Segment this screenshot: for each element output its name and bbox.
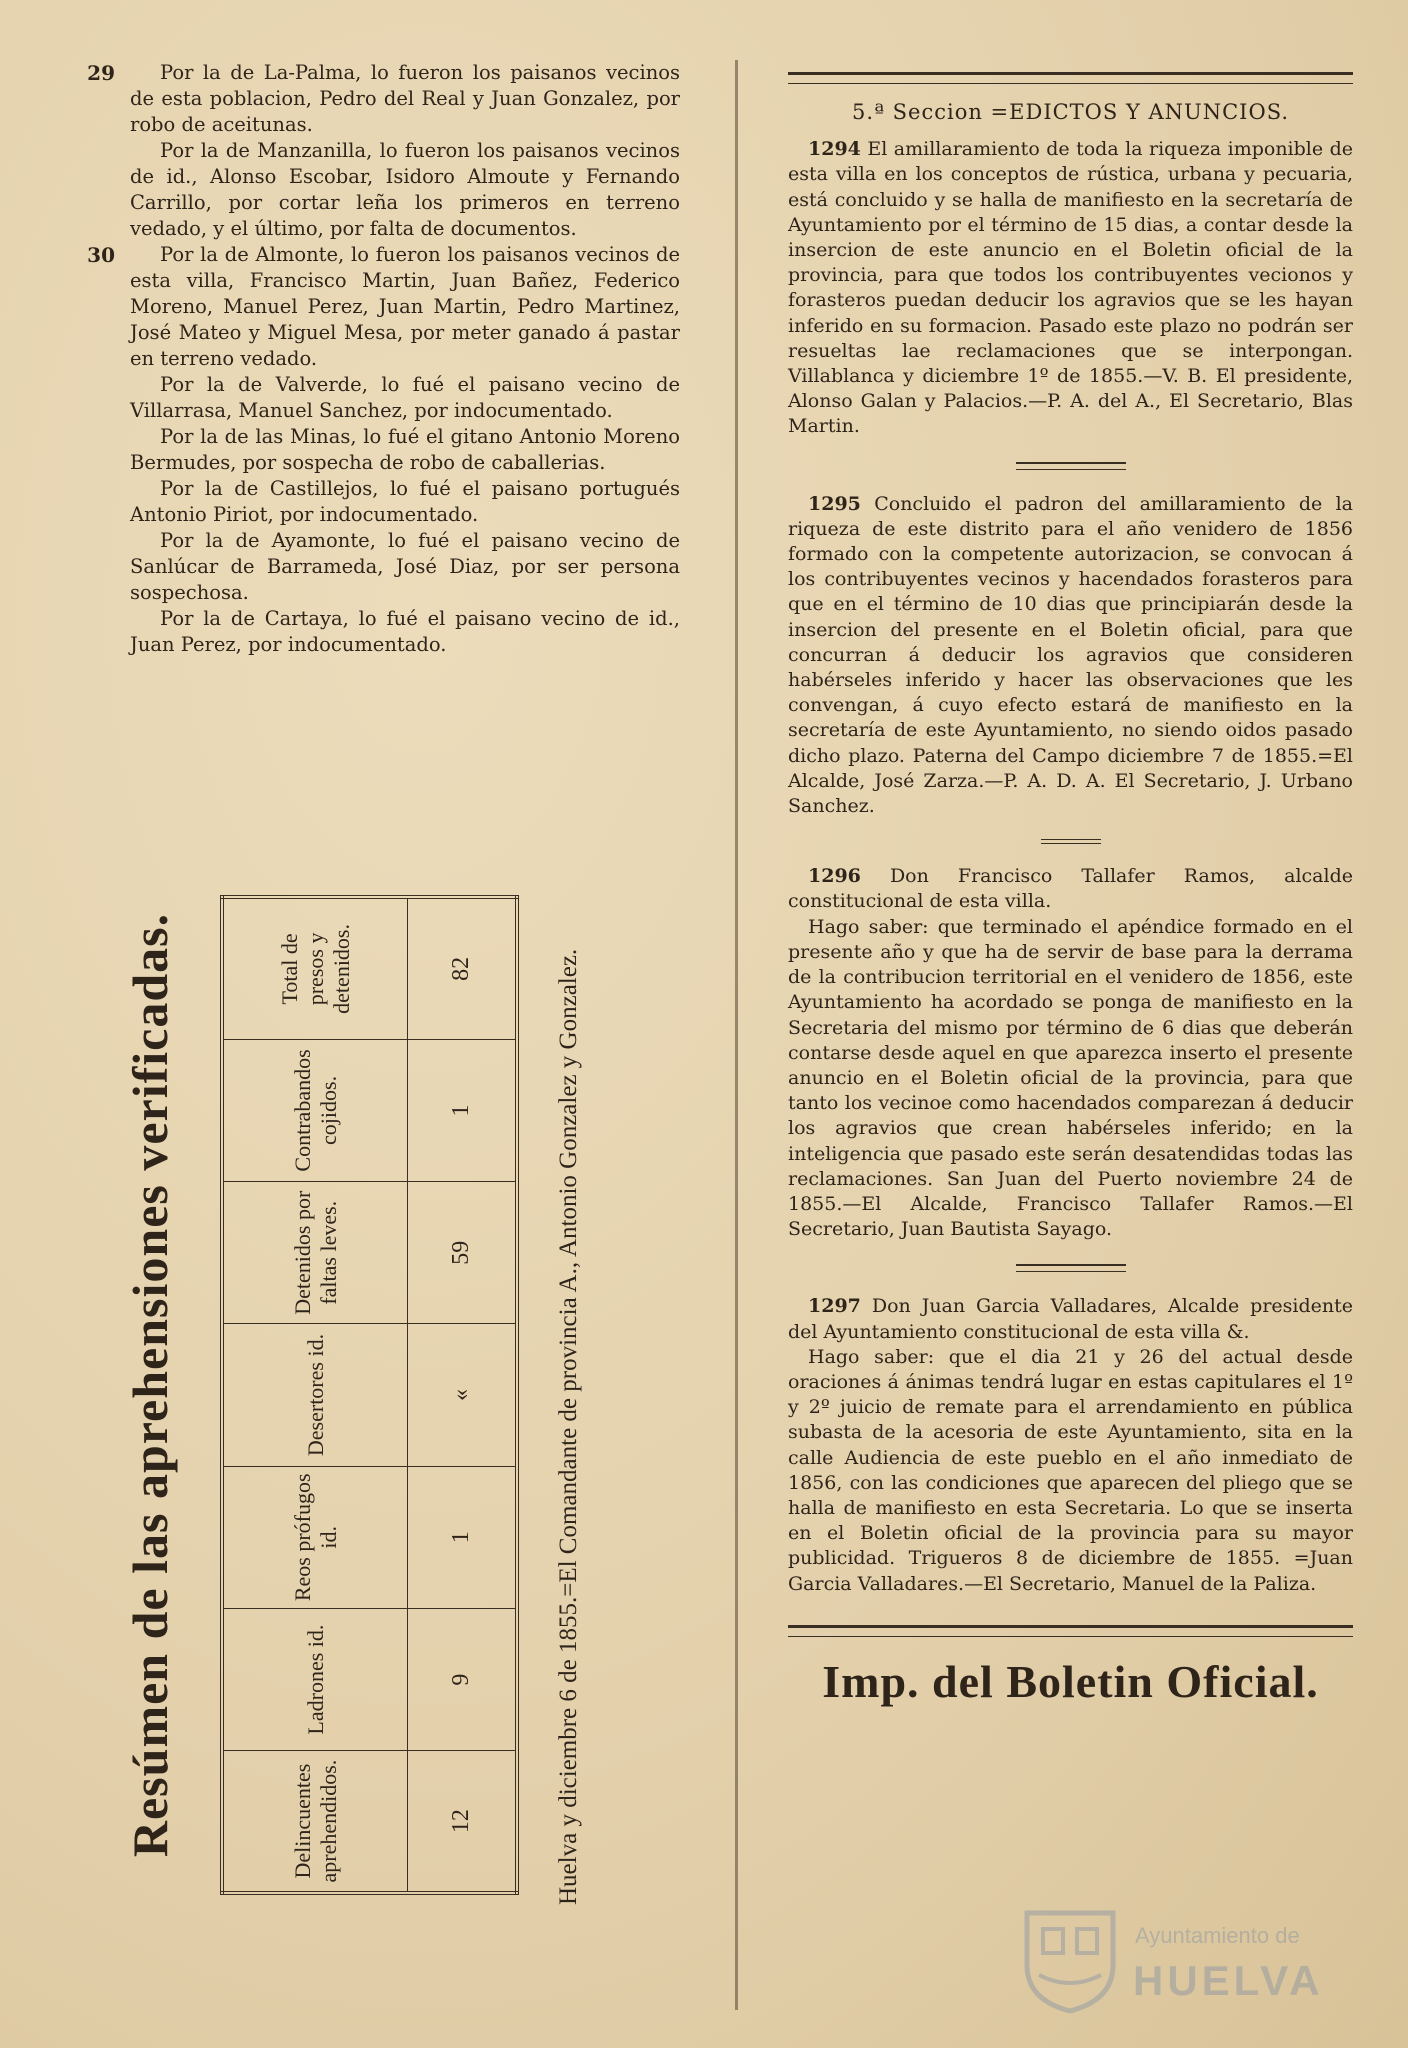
header-ladrones: Ladrones id.	[222, 1608, 408, 1750]
paragraph-ayamonte	[130, 528, 680, 606]
summary-signature: Huelva y diciembre 6 de 1855.=El Comandante de provincia A., Antonio Gonzalez y Gonzalez.	[555, 948, 582, 1905]
notice-text: El amillaramiento de toda la riqueza imponible de esta villa en los conceptos de rústica, urbana y pecuaria, está concluido y se halla de manifiesto en la secretaría de Ayuntamiento por el término de 15 dias, a contar desde la insercion de este anuncio en el Boletin oficial de la provincia, para que todos los contribuyentes vecionos y forasteros puedan deducir los agravios que se les hayan inferido en su formacion. Pasado este plazo no podrán ser resueltas lae reclamaciones que se interpongan. Villablanca y diciembre 1º de 1855.—V. B. El presidente, Alonso Galan y Palacios.—P. A. del A., El Secretario, Blas Martin.	[788, 138, 1353, 438]
separator	[1016, 1264, 1126, 1272]
watermark	[1015, 1905, 1385, 2015]
watermark-line1: Ayuntamiento de	[1135, 1923, 1300, 1948]
left-column	[87, 60, 680, 658]
notice-number: 1294	[808, 138, 861, 161]
paragraph-text: Por la de Ayamonte, lo fué el paisano vecino de Sanlúcar de Barrameda, José Diaz, por ser persona sospechosa.	[130, 529, 680, 604]
paragraph-almonte	[87, 242, 680, 372]
paragraph-castillejos	[130, 476, 680, 528]
paragraph-text: Por la de Almonte, lo fueron los paisanos vecinos de esta villa, Francisco Martin, Juan Bañez, Federico Moreno, Manuel Perez, Juan Martin, Pedro Martinez, José Mateo y Miguel Mesa, por meter ganado á pastar en terreno vedado.	[130, 243, 680, 370]
value-desertores: «	[408, 1324, 518, 1466]
summary-value-row	[408, 897, 518, 1893]
separator	[1041, 839, 1101, 844]
paragraph-text: Por la de Manzanilla, lo fueron los paisanos vecinos de id., Alonso Escobar, Isidoro Almoute y Fernando Carrillo, por cortar leña los primeros en terreno vedado, y el último, por falta de documentos.	[130, 139, 680, 240]
value-contrabandos: 1	[408, 1039, 518, 1181]
paragraph-cartaya	[130, 606, 680, 658]
notice-number: 1297	[808, 1295, 861, 1318]
separator	[1016, 462, 1126, 470]
notice-text: Concluido el padron del amillaramiento de la riqueza de este distrito para el año venidero de 1856 formado con la competente autorizacion, se convocan á los contribuyentes vecinos y hacendados forasteros para que en el término de 10 dias que principiarán desde la insercion del presente en el Boletin oficial, para que concurran á deducir los agravios que consideren habérseles inferido y hacer las observaciones que les convengan, á cuyo efecto estará de manifiesto en la secretaría de este Ayuntamiento, no siendo oidos pasado dicho plazo. Paterna del Campo diciembre 7 de 1855.=El Alcalde, José Zarza.—P. A. D. A. El Secretario, J. Urbano Sanchez.	[788, 492, 1353, 818]
value-reos-profugos: 1	[408, 1466, 518, 1608]
imprint: Imp. del Boletin Oficial.	[822, 1655, 1319, 1707]
summary-section	[120, 865, 660, 1905]
watermark-line2: HUELVA	[1133, 1957, 1324, 2004]
notice-1296-body: Hago saber: que terminado el apéndice formado en el presente año y que ha de servir de base para la derrama de la contribucion territorial en el venidero de 1856, este Ayuntamiento ha acordado se ponga de manifiesto en la Secretaria del mismo por término de 6 dias que deberán contarse desde aquel en que aparezca inserto el presente anuncio en el Boletin oficial de la provincia, para que tanto los vecinoe como hacendados comparezan á deducir los agravios que crean habérseles inferido; en la inteligencia que pasado este serán desatendidas todas las reclamaciones. San Juan del Puerto noviembre 24 de 1855.—El Alcalde, Francisco Tallafer Ramos.—El Secretario, Juan Bautista Sayago.	[788, 915, 1353, 1241]
paragraph-text: Por la de Valverde, lo fué el paisano vecino de Villarrasa, Manuel Sanchez, por indocumentado.	[130, 373, 680, 422]
header-detenidos: Detenidos por faltas leves.	[222, 1182, 408, 1324]
value-total: 82	[408, 897, 518, 1039]
paragraph-text: Por la de La-Palma, lo fueron los paisanos vecinos de esta poblacion, Pedro del Real y Juan Gonzalez, por robo de aceitunas.	[130, 61, 680, 136]
notice-1296	[788, 864, 1353, 914]
notice-1297	[788, 1294, 1353, 1344]
right-column	[788, 60, 1354, 1707]
notice-number: 1296	[808, 865, 861, 888]
notice-number: 1295	[808, 492, 861, 515]
paragraph-manzanilla	[130, 138, 680, 242]
bottom-rule	[788, 1625, 1353, 1637]
value-ladrones: 9	[408, 1608, 518, 1750]
value-detenidos: 59	[408, 1182, 518, 1324]
paragraph-la-palma	[87, 60, 680, 138]
header-reos-profugos: Reos prófugos id.	[222, 1466, 408, 1608]
paragraph-text: Por la de Castillejos, lo fué el paisano portugués Antonio Piriot, por indocumentado.	[130, 477, 680, 526]
shield-icon	[1015, 1905, 1125, 2015]
summary-table	[220, 895, 519, 1895]
notice-1294	[788, 137, 1353, 439]
top-rule	[788, 72, 1353, 84]
summary-title: Resúmen de las aprehensiones verificadas.	[122, 912, 178, 1858]
header-desertores: Desertores id.	[222, 1324, 408, 1466]
paragraph-text: Por la de las Minas, lo fué el gitano Antonio Moreno Bermudes, por sospecha de robo de caballerias.	[130, 425, 680, 474]
header-delincuentes: Delincuentes aprehendidos.	[222, 1751, 408, 1893]
margin-number: 30	[87, 243, 115, 267]
paragraph-minas	[130, 424, 680, 476]
header-total: Total de presos y detenidos.	[222, 897, 408, 1039]
notice-heading: Don Francisco Tallafer Ramos, alcalde constitucional de esta villa.	[788, 865, 1353, 913]
paragraph-text: Por la de Cartaya, lo fué el paisano vecino de id., Juan Perez, por indocumentado.	[130, 607, 680, 656]
notice-heading: Don Juan Garcia Valladares, Alcalde presidente del Ayuntamiento constitucional de esta villa &.	[788, 1295, 1354, 1343]
margin-number: 29	[87, 61, 115, 85]
notice-1297-body: Hago saber: que el dia 21 y 26 del actual desde oraciones á ánimas tendrá lugar en estas capitulares el 1º y 2º juicio de remate para el arrendamiento en pública subasta de la acesoria de este Ayuntamiento, sita en la calle Audiencia de este pueblo en el año inmediato de 1856, con las condiciones que aparecen del pliego que se halla de manifiesto en esta Secretaria. Lo que se inserta en el Boletin oficial de la provincia para su mayor publicidad. Trigueros 8 de diciembre de 1855. =Juan Garcia Valladares.—El Secretario, Manuel de la Paliza.	[788, 1345, 1353, 1595]
section-heading: 5.ª Seccion =EDICTOS Y ANUNCIOS.	[851, 100, 1290, 124]
header-contrabandos: Contrabandos cojidos.	[222, 1039, 408, 1181]
value-delincuentes: 12	[408, 1751, 518, 1893]
notice-1295	[788, 492, 1353, 820]
paragraph-valverde	[130, 372, 680, 424]
column-divider	[735, 60, 738, 2010]
summary-header-row	[222, 897, 408, 1893]
